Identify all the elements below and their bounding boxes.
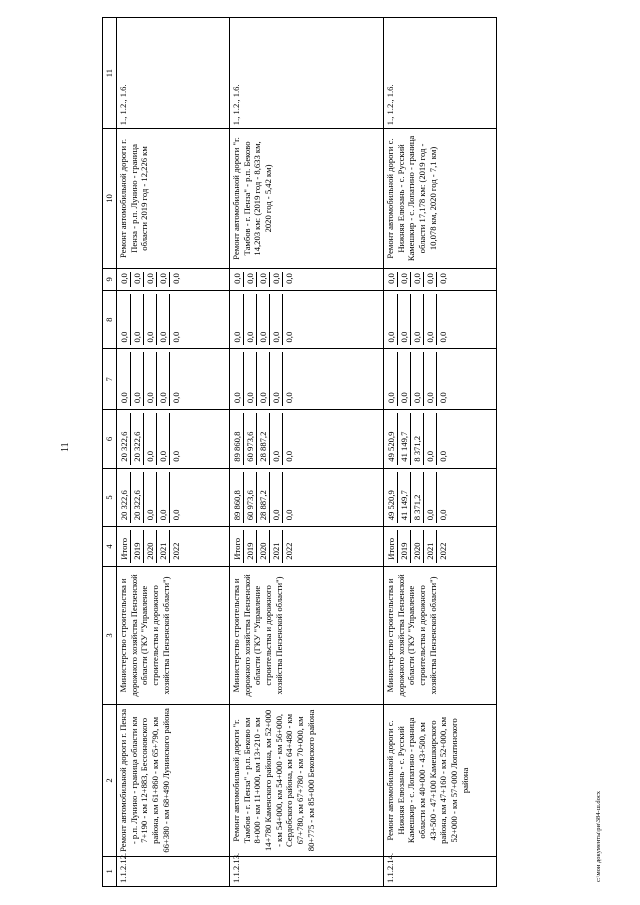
header-cell: 11 [103,18,117,129]
year-value: 2021 [424,530,437,562]
regional-budget-subrow [270,413,283,465]
total-funding-value: 28 887,2 [257,472,270,524]
regional-budget-value: 20 322,6 [118,413,131,465]
extra-budget-subtable [118,272,182,287]
total-funding-subtable [231,472,295,524]
year-value: 2022 [437,530,450,562]
total-funding-cell [230,468,384,527]
extra-budget-value: 0,0 [411,272,424,287]
regional-budget-subrow [411,413,424,465]
local-budget-value: 0,0 [231,294,244,346]
row-number: 1.1.2.12. [117,856,230,886]
year-subrow [257,530,270,562]
total-funding-subrow [270,472,283,524]
total-funding-subrow [231,472,244,524]
federal-budget-value: 0,0 [170,352,183,406]
federal-budget-value: 0,0 [411,352,424,406]
responsible-organization: Министерство строительства и дорожного хозяйства Пензенской области (ГКУ "Управление строительства и дорожного хозяйства Пензенской области") [117,566,230,704]
regional-budget-subrow [398,413,411,465]
federal-budget-value: 0,0 [398,352,411,406]
federal-budget-subrow [231,352,244,406]
regional-budget-subrow [131,413,144,465]
local-budget-value: 0,0 [411,294,424,346]
extra-budget-value: 0,0 [398,272,411,287]
header-cell: 2 [103,705,117,857]
header-cell: 6 [103,410,117,469]
total-funding-subrow [424,472,437,524]
regional-budget-subrow [257,413,270,465]
year-subrow [283,530,296,562]
year-subrow [170,530,183,562]
local-budget-subtable [118,294,182,346]
regional-budget-value: 0,0 [283,413,296,465]
total-funding-subrow [398,472,411,524]
regional-budget-subtable [385,413,449,465]
year-cell [230,527,384,566]
indicator-reference: 1., 1.2., 1.6. [117,18,230,129]
local-budget-subrow [385,294,398,346]
year-subrow [437,530,450,562]
federal-budget-value: 0,0 [270,352,283,406]
year-subrow [398,530,411,562]
extra-budget-value: 0,0 [283,272,296,287]
extra-budget-value: 0,0 [157,272,170,287]
local-budget-subrow [170,294,183,346]
total-funding-value: 0,0 [437,472,450,524]
federal-budget-subrow [118,352,131,406]
total-funding-subrow [244,472,257,524]
year-subtable [385,530,449,562]
year-value: Итого [385,530,398,562]
federal-budget-subrow [270,352,283,406]
regional-budget-subrow [231,413,244,465]
extra-budget-value: 0,0 [437,272,450,287]
year-value: 2020 [144,530,157,562]
extra-budget-value: 0,0 [257,272,270,287]
total-funding-value: 20 322,6 [131,472,144,524]
local-budget-subrow [231,294,244,346]
indicator-reference: 1., 1.2., 1.6. [384,18,497,129]
local-budget-value: 0,0 [144,294,157,346]
year-value: Итого [118,530,131,562]
regional-budget-subrow [144,413,157,465]
year-subtable [231,530,295,562]
expected-result: Ремонт автомобильной дороги с. Нижняя Елюзань - с. Русский Камешкир - с. Лопатино - граница области 17,178 км: (2019 год - 10,078 км, 2020 год - 7,1 км) [384,129,497,268]
regional-budget-subrow [170,413,183,465]
extra-budget-value: 0,0 [231,272,244,287]
federal-budget-subrow [170,352,183,406]
responsible-organization: Министерство строительства и дорожного хозяйства Пензенской области (ГКУ "Управление строительства и дорожного хозяйства Пензенской области") [230,566,384,704]
regional-budget-value: 0,0 [170,413,183,465]
extra-budget-subrow [437,272,450,287]
total-funding-subrow [411,472,424,524]
regional-budget-value: 8 371,2 [411,413,424,465]
federal-budget-subrow [437,352,450,406]
total-funding-value: 41 149,7 [398,472,411,524]
header-cell: 10 [103,129,117,268]
extra-budget-value: 0,0 [385,272,398,287]
year-cell [117,527,230,566]
regional-budget-value: 0,0 [144,413,157,465]
federal-budget-value: 0,0 [157,352,170,406]
total-funding-value: 89 860,8 [231,472,244,524]
program-table [102,17,497,887]
extra-budget-value: 0,0 [118,272,131,287]
federal-budget-value: 0,0 [131,352,144,406]
header-cell: 7 [103,349,117,410]
total-funding-value: 0,0 [424,472,437,524]
regional-budget-value: 0,0 [157,413,170,465]
regional-budget-value: 28 887,2 [257,413,270,465]
extra-budget-subrow [398,272,411,287]
local-budget-subrow [144,294,157,346]
year-subrow [411,530,424,562]
year-value: 2021 [270,530,283,562]
federal-budget-value: 0,0 [424,352,437,406]
local-budget-subrow [118,294,131,346]
regional-budget-value: 60 973,6 [244,413,257,465]
table-row [117,18,230,887]
extra-budget-cell [117,268,230,290]
total-funding-value: 0,0 [270,472,283,524]
measure-description: Ремонт автомобильной дороги "г. Тамбов - г. Пенза" - р.п. Беково км 8+000 - км 11+000, км 13+210 - км 14+780 Каменского района, км 52+000 - км 54+000, км 54+000 - км 56+000, Сердобского района, км 64+480 - км 67+780, км 67+780 - км 70+000, км 80+775 - км 85+000 Бековского района [230,705,384,857]
responsible-organization: Министерство строительства и дорожного хозяйства Пензенской области (ГКУ "Управление строительства и дорожного хозяйства Пензенской области") [384,566,497,704]
total-funding-subrow [118,472,131,524]
federal-budget-subtable [231,352,295,406]
local-budget-value: 0,0 [283,294,296,346]
year-subrow [157,530,170,562]
row-number: 1.1.2.14. [384,856,497,886]
extra-budget-subtable [385,272,449,287]
local-budget-value: 0,0 [118,294,131,346]
regional-budget-subrow [385,413,398,465]
total-funding-value: 20 322,6 [118,472,131,524]
year-value: 2021 [157,530,170,562]
regional-budget-subrow [283,413,296,465]
federal-budget-value: 0,0 [437,352,450,406]
total-funding-value: 60 973,6 [244,472,257,524]
total-funding-subrow [170,472,183,524]
federal-budget-subrow [157,352,170,406]
local-budget-value: 0,0 [157,294,170,346]
year-subrow [385,530,398,562]
local-budget-value: 0,0 [398,294,411,346]
federal-budget-value: 0,0 [231,352,244,406]
federal-budget-subrow [385,352,398,406]
regional-budget-subrow [118,413,131,465]
local-budget-subrow [131,294,144,346]
regional-budget-value: 20 322,6 [131,413,144,465]
header-cell: 5 [103,468,117,527]
local-budget-subrow [157,294,170,346]
regional-budget-cell [117,410,230,469]
federal-budget-cell [117,349,230,410]
federal-budget-subrow [283,352,296,406]
year-value: 2022 [283,530,296,562]
regional-budget-value: 0,0 [424,413,437,465]
year-subrow [244,530,257,562]
local-budget-subrow [244,294,257,346]
table-row [384,18,497,887]
total-funding-value: 8 371,2 [411,472,424,524]
regional-budget-subtable [231,413,295,465]
header-row [103,18,117,887]
extra-budget-value: 0,0 [424,272,437,287]
local-budget-cell [230,290,384,349]
local-budget-value: 0,0 [424,294,437,346]
header-cell: 8 [103,290,117,349]
federal-budget-subrow [244,352,257,406]
federal-budget-value: 0,0 [385,352,398,406]
total-funding-value: 0,0 [144,472,157,524]
federal-budget-value: 0,0 [244,352,257,406]
total-funding-subrow [437,472,450,524]
year-subrow [231,530,244,562]
federal-budget-subtable [118,352,182,406]
regional-budget-value: 0,0 [437,413,450,465]
year-value: 2020 [411,530,424,562]
federal-budget-subrow [131,352,144,406]
year-subrow [131,530,144,562]
header-cell: 9 [103,268,117,290]
extra-budget-subrow [244,272,257,287]
federal-budget-subrow [411,352,424,406]
extra-budget-value: 0,0 [144,272,157,287]
year-subrow [144,530,157,562]
federal-budget-subrow [144,352,157,406]
header-cell: 4 [103,527,117,566]
federal-budget-subrow [398,352,411,406]
page-number: 11 [60,442,71,452]
total-funding-cell [117,468,230,527]
regional-budget-cell [384,410,497,469]
regional-budget-value: 89 860,8 [231,413,244,465]
year-value: 2019 [398,530,411,562]
local-budget-value: 0,0 [244,294,257,346]
extra-budget-subrow [424,272,437,287]
extra-budget-subrow [283,272,296,287]
regional-budget-value: 49 520,9 [385,413,398,465]
federal-budget-subtable [385,352,449,406]
expected-result: Ремонт автомобильной дороги г. Пенза - р.п. Лунино - граница области 2019 год - 12,226 км [117,129,230,268]
footer-path: c:\мои документы\ри\384-ш.docx [595,791,602,882]
local-budget-subtable [385,294,449,346]
extra-budget-subrow [270,272,283,287]
local-budget-subrow [398,294,411,346]
regional-budget-subrow [244,413,257,465]
federal-budget-subrow [257,352,270,406]
year-value: 2022 [170,530,183,562]
total-funding-subrow [157,472,170,524]
federal-budget-value: 0,0 [283,352,296,406]
year-cell [384,527,497,566]
row-number: 1.1.2.13. [230,856,384,886]
extra-budget-subrow [170,272,183,287]
extra-budget-cell [384,268,497,290]
rotated-page [102,17,572,887]
local-budget-subrow [257,294,270,346]
extra-budget-subrow [411,272,424,287]
extra-budget-value: 0,0 [244,272,257,287]
local-budget-cell [384,290,497,349]
regional-budget-subrow [437,413,450,465]
total-funding-value: 0,0 [170,472,183,524]
total-funding-value: 0,0 [157,472,170,524]
indicator-reference: 1., 1.2., 1.6. [230,18,384,129]
federal-budget-subrow [424,352,437,406]
regional-budget-value: 0,0 [270,413,283,465]
total-funding-value: 0,0 [283,472,296,524]
year-value: Итого [231,530,244,562]
regional-budget-value: 41 149,7 [398,413,411,465]
local-budget-subtable [231,294,295,346]
local-budget-subrow [283,294,296,346]
federal-budget-value: 0,0 [118,352,131,406]
local-budget-subrow [437,294,450,346]
local-budget-subrow [424,294,437,346]
local-budget-cell [117,290,230,349]
year-subrow [270,530,283,562]
extra-budget-subrow [144,272,157,287]
extra-budget-value: 0,0 [170,272,183,287]
measure-description: Ремонт автомобильной дороги с. Нижняя Елюзань - с. Русский Камешкир - с. Лопатино - граница области км 40+000 - 43+500, км 43+500 - 47+100 Камешкирского района, км 47+160 - км 52+000, км 52+000 - км 57+000 Лопатинского района [384,705,497,857]
total-funding-cell [384,468,497,527]
local-budget-value: 0,0 [170,294,183,346]
local-budget-value: 0,0 [131,294,144,346]
total-funding-value: 49 520,9 [385,472,398,524]
year-value: 2019 [131,530,144,562]
extra-budget-subrow [231,272,244,287]
expected-result: Ремонт автомобильной дороги "г. Тамбов - г. Пенза" - р.п. Беково 14,203 км: (2019 год - 8,633 км, 2020 год - 5,42 км) [230,129,384,268]
extra-budget-subrow [257,272,270,287]
extra-budget-subrow [385,272,398,287]
federal-budget-value: 0,0 [144,352,157,406]
local-budget-value: 0,0 [257,294,270,346]
table-row [230,18,384,887]
total-funding-subrow [385,472,398,524]
extra-budget-subrow [157,272,170,287]
total-funding-subrow [283,472,296,524]
regional-budget-subrow [424,413,437,465]
header-cell: 1 [103,856,117,886]
regional-budget-subrow [157,413,170,465]
regional-budget-cell [230,410,384,469]
local-budget-value: 0,0 [437,294,450,346]
regional-budget-subtable [118,413,182,465]
extra-budget-subrow [118,272,131,287]
local-budget-subrow [411,294,424,346]
local-budget-subrow [270,294,283,346]
extra-budget-value: 0,0 [131,272,144,287]
extra-budget-value: 0,0 [270,272,283,287]
local-budget-value: 0,0 [270,294,283,346]
total-funding-subrow [257,472,270,524]
federal-budget-value: 0,0 [257,352,270,406]
extra-budget-cell [230,268,384,290]
total-funding-subtable [385,472,449,524]
total-funding-subrow [144,472,157,524]
extra-budget-subtable [231,272,295,287]
federal-budget-cell [384,349,497,410]
year-value: 2019 [244,530,257,562]
year-value: 2020 [257,530,270,562]
measure-description: Ремонт автомобильной дороги г. Пенза - р.п. Лунино - граница области км 7+190 - км 12+883, Бессоновского района, км 61+860 - км 65+790, км 66+380 - км 68+490 Лунинского района [117,705,230,857]
extra-budget-subrow [131,272,144,287]
year-subrow [118,530,131,562]
federal-budget-cell [230,349,384,410]
total-funding-subtable [118,472,182,524]
local-budget-value: 0,0 [385,294,398,346]
year-subtable [118,530,182,562]
total-funding-subrow [131,472,144,524]
header-cell: 3 [103,566,117,704]
year-subrow [424,530,437,562]
